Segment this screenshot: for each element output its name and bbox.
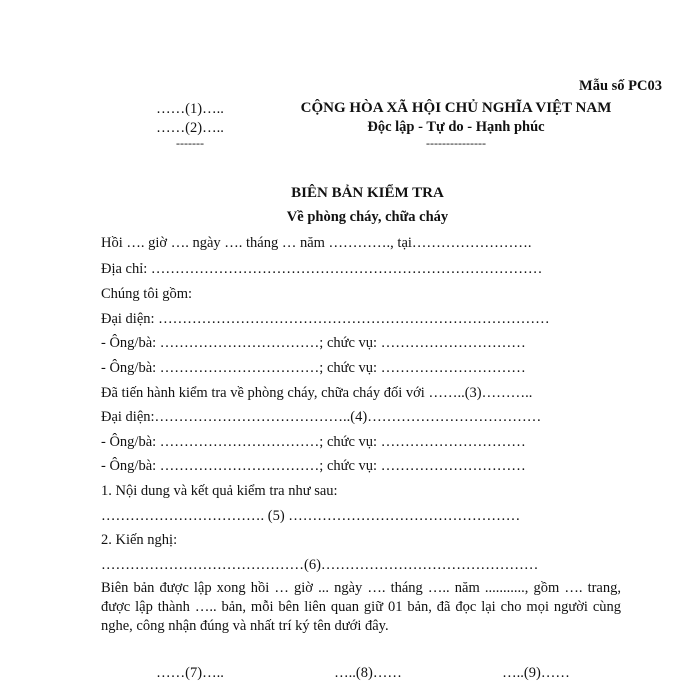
form-code: Mẫu số PC03 <box>579 78 662 94</box>
inspector-person-line-2: - Ông/bà: ……………………………; chức vụ: ………………………… <box>101 360 526 376</box>
header-left-line-1: ……(1)….. <box>156 101 224 117</box>
header-left-rule: ------- <box>176 136 204 150</box>
inspected-representative-line: Đại diện:…………………………………..(4)……………………………… <box>101 409 542 425</box>
nation-name: CỘNG HÒA XÃ HỘI CHỦ NGHĨA VIỆT NAM <box>300 100 612 116</box>
section-1-heading: 1. Nội dung và kết quả kiểm tra như sau: <box>101 483 338 499</box>
national-motto: Độc lập - Tự do - Hạnh phúc <box>367 119 545 135</box>
time-place-line: Hồi …. giờ …. ngày …. tháng … năm …………., tại……………………. <box>101 235 532 251</box>
header-left-line-2: ……(2)….. <box>156 120 224 136</box>
signature-7: ……(7)….. <box>156 665 224 681</box>
document-title: BIÊN BẢN KIỂM TRA <box>291 185 444 201</box>
inspector-person-line-1: - Ông/bà: ……………………………; chức vụ: ………………………… <box>101 335 526 351</box>
section-2-heading: 2. Kiến nghị: <box>101 532 178 548</box>
address-line: Địa chỉ: ……………………………………………………………………… <box>101 261 543 277</box>
document-subtitle: Về phòng cháy, chữa cháy <box>286 209 449 225</box>
inspected-person-line-2: - Ông/bà: ……………………………; chức vụ: ………………………… <box>101 458 526 474</box>
closing-paragraph: Biên bản được lập xong hồi … giờ ... ngày …. tháng ….. năm ..........., gồm …. trang, được lập thành ….. bản, mỗi bên liên quan giữ 01 bản, đã đọc lại cho mọi người cùng nghe, công nhận đúng và nhất trí ký tên dưới đây. <box>101 580 621 634</box>
inspected-person-line-1: - Ông/bà: ……………………………; chức vụ: ………………………… <box>101 434 526 450</box>
signature-9: …..(9)…… <box>502 665 570 681</box>
section-2-content-line: ……………………………………(6)……………………………………… <box>101 557 539 573</box>
motto-rule: --------------- <box>426 136 486 150</box>
inspector-representative-line: Đại diện: ……………………………………………………………………… <box>101 311 550 327</box>
inspection-target-line: Đã tiến hành kiểm tra về phòng cháy, chữa cháy đối với ……..(3)……….. <box>101 385 533 401</box>
section-1-content-line: ……………………………. (5) ………………………………………… <box>101 508 521 524</box>
members-heading: Chúng tôi gồm: <box>101 286 193 302</box>
signature-8: …..(8)…… <box>334 665 402 681</box>
